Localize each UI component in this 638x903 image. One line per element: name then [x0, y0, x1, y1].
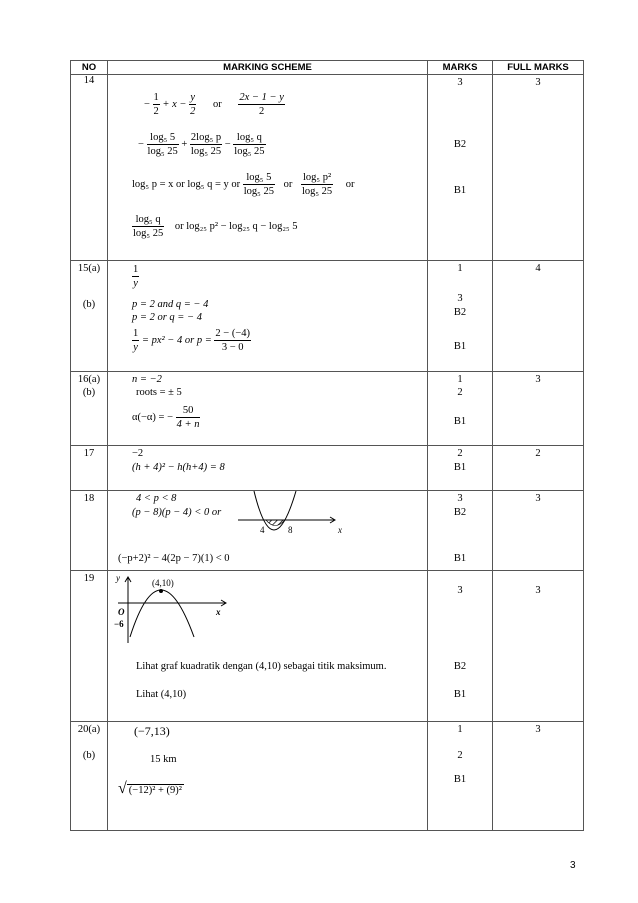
q17-marks	[428, 446, 493, 491]
q18-mark-1: 3	[457, 493, 463, 504]
q14-or-1: or	[213, 98, 222, 110]
q15-a	[132, 263, 139, 290]
q16-marks	[428, 372, 493, 446]
q18-label-4: 4	[260, 525, 265, 535]
q14-l2-t3d: log₅ 25	[234, 146, 265, 157]
q14-line4	[132, 213, 298, 240]
q15-scheme	[108, 261, 428, 372]
q14-l2-t1n: log₅ 5	[147, 131, 179, 145]
q19-parabola	[130, 590, 194, 637]
q19-number	[71, 571, 108, 722]
q14-full-value: 3	[535, 77, 541, 88]
q19-l1: Lihat graf kuadratik dengan (4,10) sebagai titik maksimum.	[136, 661, 387, 672]
q15-mark-1: 1	[457, 263, 463, 274]
q18-full-value: 3	[535, 493, 541, 504]
q16-b2-num: 50	[176, 404, 201, 418]
q16-mark-3: B1	[453, 416, 467, 427]
q20-full-marks	[493, 722, 584, 831]
q19-no-label: 19	[83, 573, 95, 584]
q20-full-value: 3	[535, 724, 541, 735]
q17-mark-2: B1	[453, 462, 467, 473]
q16-a: n = −2	[132, 374, 162, 385]
q18-no-label: 18	[83, 493, 95, 504]
q15-b1: p = 2 and q = − 4	[132, 299, 209, 310]
q14-mark-3: B1	[453, 185, 467, 196]
q19-scheme	[108, 571, 428, 722]
q17-scheme	[108, 446, 428, 491]
q14-scheme	[108, 75, 428, 261]
q19-mark-1: 3	[457, 585, 463, 596]
q14-marks	[428, 75, 493, 261]
q20-no-b: (b)	[82, 750, 96, 761]
q14-line2: − $\frac{\text{log₅ 5}}{\text{log₅ 25}}$ + $\frac{\text{2log₅ p}}{\text{log₅ 25}}$ − $\frac{\text{log₅ q}}{\text{log₅ 25}}$	[138, 132, 265, 157]
q19-label-y: y	[116, 573, 120, 583]
q16-mark-2: 2	[457, 387, 463, 398]
q15-a-den: y	[133, 278, 138, 289]
q19-label-point: (4,10)	[152, 578, 174, 588]
q16-full-marks	[493, 372, 584, 446]
q18-l1: 4 < p < 8	[136, 493, 177, 504]
q20-b2: √ (−12)² + (9)²	[118, 780, 182, 797]
q14-l2-t1d: log₅ 25	[147, 146, 178, 157]
q19-label-o: O	[118, 607, 125, 617]
q16-no-a: 16(a)	[77, 374, 101, 385]
q18-number	[71, 491, 108, 571]
q17-number	[71, 446, 108, 491]
q19-mark-2: B2	[453, 661, 467, 672]
q19-graph	[114, 573, 234, 645]
q14-l1a-mid: + x −	[162, 98, 187, 110]
q15-b3	[132, 327, 251, 354]
q15-marks	[428, 261, 493, 372]
q14-l1a-yd: 2	[190, 106, 196, 117]
q15-a-num: 1	[133, 264, 139, 275]
header-no: NO	[71, 61, 108, 75]
row-q16	[71, 372, 584, 446]
q18-graph	[238, 491, 348, 539]
q14-l1b-den: 2	[259, 106, 265, 117]
q18-full-marks	[493, 491, 584, 571]
q20-mark-2: 2	[457, 750, 463, 761]
q14-l1b-num: 2x − 1 − y	[239, 92, 284, 103]
q16-mark-1: 1	[457, 374, 463, 385]
page-number: 3	[570, 860, 576, 871]
q20-mark-3: B1	[453, 774, 467, 785]
q14-l4-text: or log₂₅ p² − log₂₅ q − log₂₅ 5	[174, 220, 298, 232]
q18-mark-2: B2	[453, 507, 467, 518]
q18-l2: (p − 8)(p − 4) < 0 or	[132, 507, 222, 518]
q14-l3-f2n: log₅ p²	[301, 171, 333, 185]
q14-l3-f1n: log₅ 5	[243, 171, 275, 185]
q17-full-marks	[493, 446, 584, 491]
q20-b1: 15 km	[150, 754, 177, 765]
q16-b1: roots = ± 5	[136, 387, 182, 398]
q14-l3-text: log₅ p = x or log₅ q = y or	[132, 178, 241, 190]
q16-b2	[132, 404, 200, 431]
q14-l4-fn: log₅ q	[132, 213, 164, 227]
header-full-marks: FULL MARKS	[493, 61, 584, 75]
q17-full-value: 2	[535, 448, 541, 459]
q19-l2: Lihat (4,10)	[136, 689, 187, 700]
q19-mark-3: B1	[453, 689, 467, 700]
q16-b2-text: α(−α) = −	[132, 411, 174, 423]
row-q18	[71, 491, 584, 571]
q14-mark-2: B2	[453, 139, 467, 150]
q14-l1a-den: 2	[153, 106, 159, 117]
q14-l3-f1d: log₅ 25	[243, 186, 274, 197]
marking-scheme-table	[70, 60, 584, 831]
q20-number	[71, 722, 108, 831]
row-q15	[71, 261, 584, 372]
q15-b3-mid: = px² − 4 or p =	[141, 334, 212, 346]
q15-full-marks	[493, 261, 584, 372]
q16-full-value: 3	[535, 374, 541, 385]
q14-l2-t2d: log₅ 25	[190, 146, 222, 157]
q14-no-label: 14	[83, 75, 95, 86]
q14-line1: − $\frac{1}{2}$ + x − $\frac{y}{2}$ or $\frac{2x - 1 - y}{2}$	[144, 92, 284, 117]
q17-l1: −2	[132, 448, 144, 459]
q15-mark-3: B2	[453, 307, 467, 318]
header-marks: MARKS	[428, 61, 493, 75]
q20-b2-radicand: (−12)² + (9)²	[128, 785, 182, 796]
q14-l2-t3n: log₅ q	[233, 131, 265, 145]
q15-mark-2: 3	[457, 293, 463, 304]
q17-mark-1: 2	[457, 448, 463, 459]
q15-b3-fd: 3 − 0	[221, 342, 244, 353]
q14-or-2: or	[283, 178, 293, 190]
q18-label-8: 8	[288, 525, 293, 535]
q14-l1a-yn: y	[190, 92, 196, 103]
header-row	[71, 61, 584, 75]
q14-l1a-num: 1	[153, 92, 159, 103]
q16-b2-den: 4 + n	[176, 419, 200, 430]
q14-l4-fd: log₅ 25	[133, 228, 164, 239]
q14-full-marks	[493, 75, 584, 261]
q18-mark-3: B1	[453, 553, 467, 564]
q19-label-x: x	[216, 607, 221, 617]
q16-number	[71, 372, 108, 446]
q20-mark-1: 1	[457, 724, 463, 735]
q17-no-label: 17	[83, 448, 95, 459]
q15-b2: p = 2 or q = − 4	[132, 312, 202, 323]
q19-label-minus6: −6	[114, 619, 124, 629]
q20-a: (−7,13)	[134, 724, 170, 738]
row-q14	[71, 75, 584, 261]
q18-label-x: x	[338, 525, 342, 535]
q20-marks	[428, 722, 493, 831]
q15-b3-num: 1	[133, 328, 139, 339]
q19-marks	[428, 571, 493, 722]
q20-no-a: 20(a)	[77, 724, 101, 735]
q14-l3-f2d: log₅ 25	[301, 186, 333, 197]
q19-full-marks	[493, 571, 584, 722]
q15-full-value: 4	[535, 263, 541, 274]
q15-no-a: 15(a)	[77, 263, 101, 274]
q14-line3	[132, 171, 355, 198]
q19-max-point	[159, 589, 163, 593]
header-scheme: MARKING SCHEME	[108, 61, 428, 75]
q15-no-b: (b)	[82, 299, 96, 310]
q15-b3-den: y	[133, 342, 138, 353]
q15-mark-4: B1	[453, 341, 467, 352]
row-q17	[71, 446, 584, 491]
q14-or-3: or	[345, 178, 355, 190]
row-q19	[71, 571, 584, 722]
q14-number	[71, 75, 108, 261]
q18-l3: (−p+2)² − 4(2p − 7)(1) < 0	[118, 553, 230, 564]
q17-l2: (h + 4)² − h(h+4) = 8	[132, 462, 225, 473]
row-q20	[71, 722, 584, 831]
q15-number	[71, 261, 108, 372]
q14-mark-1: 3	[457, 77, 463, 88]
q16-no-b: (b)	[82, 387, 96, 398]
q14-l2-t2n: 2log₅ p	[190, 132, 222, 143]
q18-marks	[428, 491, 493, 571]
q16-scheme	[108, 372, 428, 446]
q18-scheme	[108, 491, 428, 571]
q19-full-value: 3	[535, 585, 541, 596]
q15-b3-fn: 2 − (−4)	[215, 328, 250, 339]
q20-scheme	[108, 722, 428, 831]
